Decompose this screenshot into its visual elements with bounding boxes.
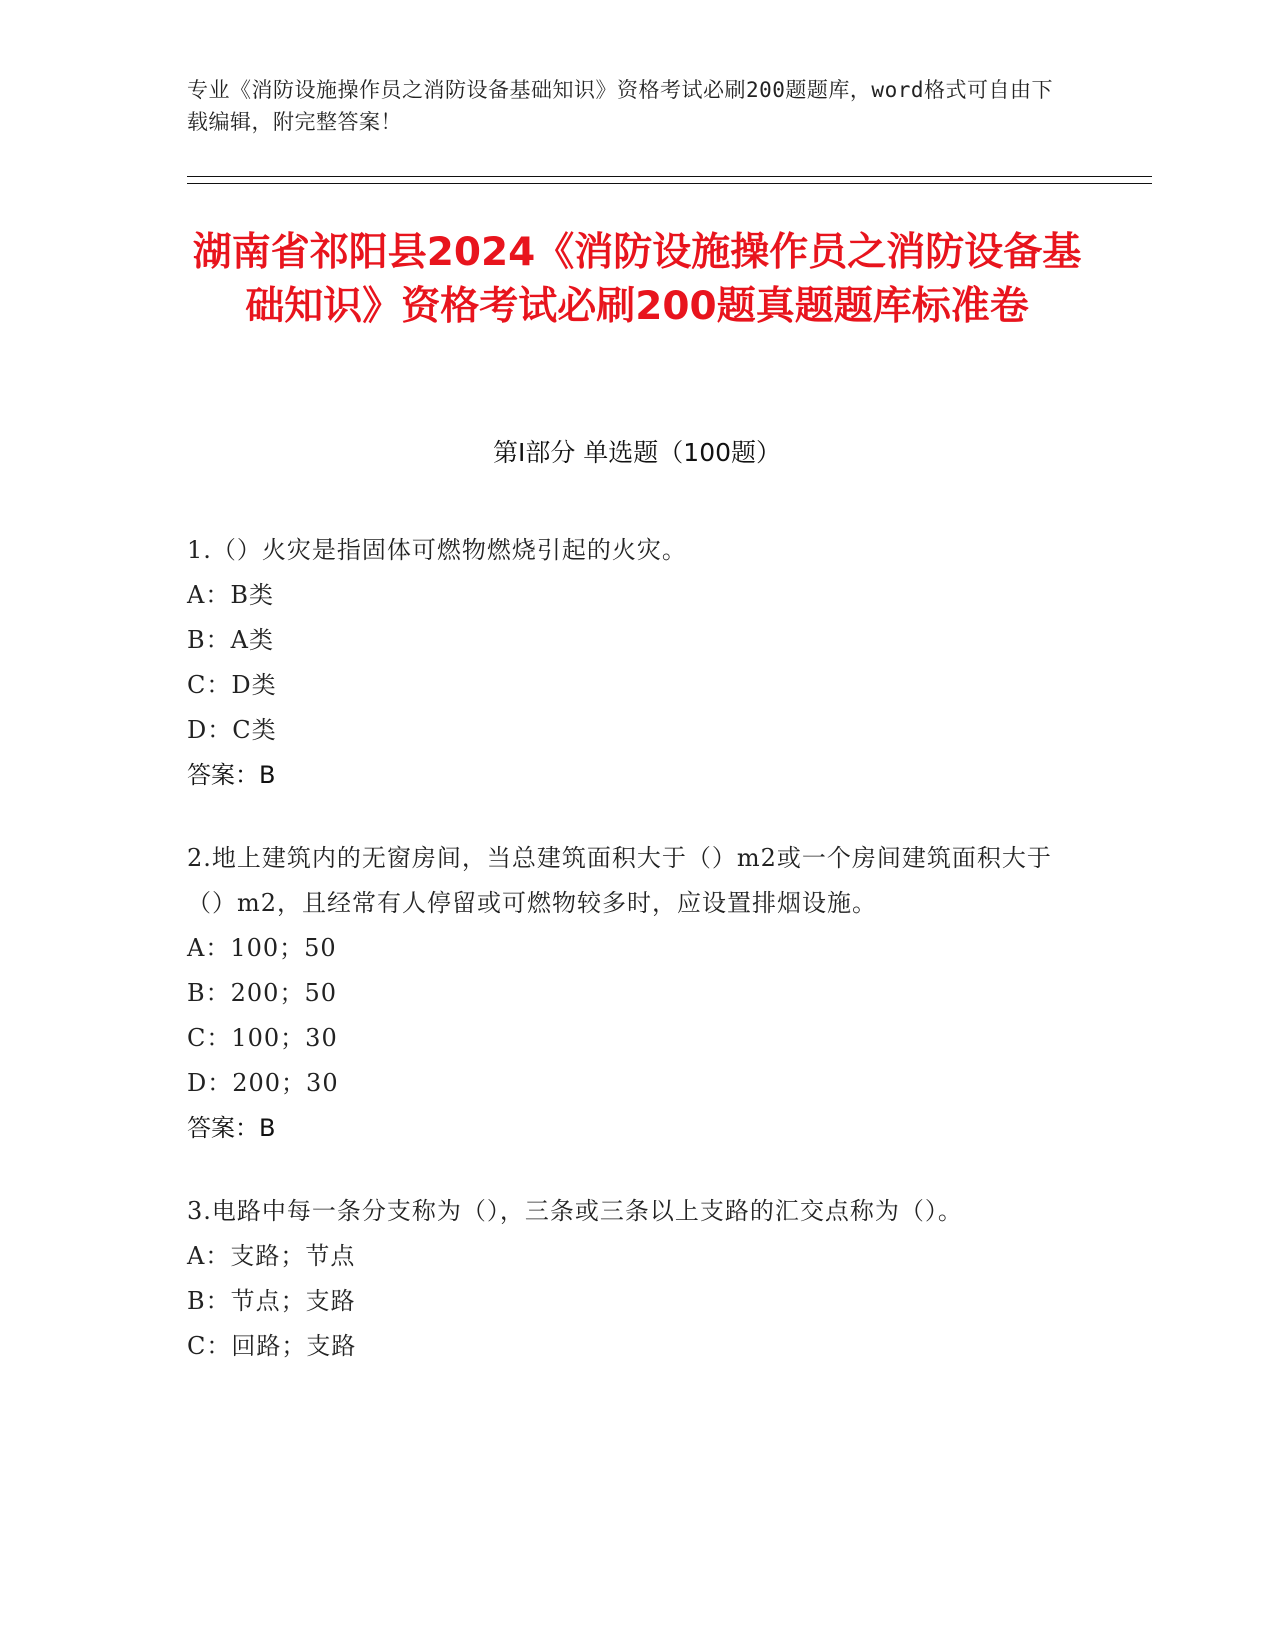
question-stem: 3.电路中每一条分支称为（），三条或三条以上支路的汇交点称为（）。 bbox=[187, 1197, 963, 1225]
option-a: A：B类 bbox=[187, 581, 274, 609]
header-rule-bottom bbox=[187, 183, 1152, 184]
question-stem: 1.（）火灾是指固体可燃物燃烧引起的火灾。 bbox=[187, 536, 687, 564]
option-b: B：节点；支路 bbox=[187, 1287, 356, 1315]
option-d: D：200；30 bbox=[187, 1069, 339, 1097]
header-rule-top bbox=[187, 176, 1152, 177]
option-a: A：100；50 bbox=[187, 934, 337, 962]
answer: 答案：B bbox=[187, 1114, 276, 1142]
option-c: C：100；30 bbox=[187, 1024, 338, 1052]
section-title: 第Ⅰ部分 单选题（100题） bbox=[492, 438, 782, 467]
option-b: B：A类 bbox=[187, 626, 274, 654]
question-stem: 2.地上建筑内的无窗房间，当总建筑面积大于（）m2或一个房间建筑面积大于（）m2，且经常有人停留或可燃物较多时，应设置排烟设施。 bbox=[187, 844, 1052, 917]
option-c: C：D类 bbox=[187, 671, 277, 699]
option-c: C：回路；支路 bbox=[187, 1332, 357, 1360]
question-1 bbox=[187, 528, 1067, 798]
option-d: D：C类 bbox=[187, 716, 277, 744]
question-list bbox=[187, 528, 1067, 1407]
header-note: 专业《消防设施操作员之消防设备基础知识》资格考试必刷200题题库，word格式可自由下载编辑，附完整答案！ bbox=[187, 78, 1053, 134]
option-a: A：支路；节点 bbox=[187, 1242, 356, 1270]
question-3 bbox=[187, 1189, 1067, 1369]
document-title: 湖南省祁阳县2024《消防设施操作员之消防设备基础知识》资格考试必刷200题真题题库标准卷 bbox=[192, 230, 1082, 329]
answer: 答案：B bbox=[187, 761, 276, 789]
question-2 bbox=[187, 836, 1067, 1151]
option-b: B：200；50 bbox=[187, 979, 337, 1007]
